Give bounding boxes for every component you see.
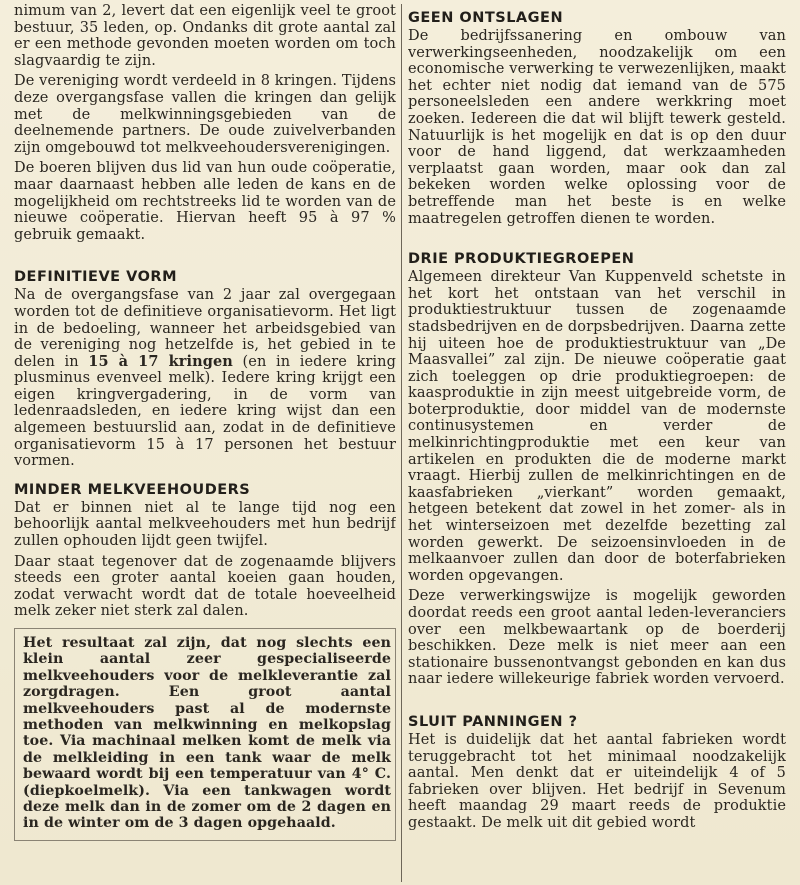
paragraph-drie-2: Deze verwerkingswijze is mogelijk geworden doordat reeds een groot aantal leden-leveranciers over een melkbewaartank op de boerderij beschikken. Deze melk is niet meer aan een stationaire bussenontvangst gebonden en kan dus naar iedere willekeurige fabriek worden vervoerd.: [408, 588, 786, 688]
paragraph-intro-1: nimum van 2, levert dat een eigenlijk veel te groot bestuur, 35 leden, op. Ondanks dit grote aantal zal er een methode gevonden moeten worden om toch slagvaardig te zijn.: [14, 3, 396, 69]
column-divider: [401, 4, 402, 882]
paragraph-minder-2: Daar staat tegenover dat de zogenaamde blijvers steeds een groter aantal koeien gaan houden, zodat verwacht wordt dat de totale hoeveelheid melk zeker niet sterk zal dalen.: [14, 553, 396, 620]
paragraph-minder-1: Dat er binnen niet al te lange tijd nog een behoorlijk aantal melkveehouders met hun bedrijf zullen ophouden lijdt geen twijfel.: [14, 499, 396, 550]
heading-drie-produktiegroepen: DRIE PRODUKTIEGROEPEN: [408, 251, 635, 268]
paragraph-intro-2: De vereniging wordt verdeeld in 8 kringen. Tijdens deze overgangsfase vallen die kringen dan gelijk met de melkwinningsgebieden van de deelnemende partners. De oude zuivelverbanden zijn omgebouwd tot melkveehoudersverenigingen.: [14, 73, 396, 156]
text-segment: (en in iedere kring plusminus evenveel melk). Iedere kring krijgt een eigen kringvergadering, in de vorm van ledenraadsleden, en iedere kring wijst dan een algemeen bestuurslid aan, zodat in de definitieve organisatievorm 15 à 17 personen het bestuur vormen.: [14, 353, 396, 470]
heading-minder-melkveehouders: MINDER MELKVEEHOUDERS: [14, 481, 251, 498]
heading-sluit-panningen: SLUIT PANNINGEN ?: [408, 713, 578, 730]
paragraph-intro-3: De boeren blijven dus lid van hun oude coöperatie, maar daarnaast hebben alle leden de kans en de mogelijkheid om rechtstreeks lid te worden van de nieuwe coöperatie. Hiervan heeft 95 à 97 % gebruik gemaakt.: [14, 160, 396, 243]
heading-definitieve-vorm: DEFINITIEVE VORM: [14, 269, 178, 286]
left-column: [14, 0, 396, 885]
emphasis-kringen: 15 à 17 kringen: [88, 352, 233, 370]
paragraph-drie-1: Algemeen direkteur Van Kuppenveld schetste in het kort het ontstaan van het verschil in produktiestruktuur tussen de zogenaamde stadsbedrijven en de dorpsbedrijven. Daarna zette hij uiteen hoe de produktiestruktuur van „De Maasvallei” zal zijn. De nieuwe coöperatie gaat zich toeleggen op drie produktiegroepen: de kaasproduktie in zijn meest uitgebreide vorm, de boterproduktie, door middel van de modernste continusystemen en verder de melkinrichtingproduktie met een keur van artikelen en produkten die de moderne markt vraagt. Hierbij zullen de melkinrichtingen en de kaasfabrieken „vierkant” worden gemaakt, hetgeen betekent dat zowel in het zomer- als in het winterseizoen met dezelfde bezetting zal worden gewerkt. De seizoensinvloeden in de melkaanvoer zullen dan door de boterfabrieken worden opgevangen.: [408, 269, 786, 584]
paragraph-geen-ontslagen: De bedrijfssanering en ombouw van verwerkingseenheden, noodzakelijk om een economische verwerking te verwezenlijken, maakt het echter niet nodig dat iemand van de 575 personeelsleden een andere werkkring moet zoeken. Iedereen die dat wil blijft tewerk gesteld. Natuurlijk is het mogelijk en dat is op den duur voor de hand liggend, dat werkzaamheden verplaatst gaan worden, maar ook dan zal bekeken worden welke oplossing voor de betreffende man het beste is en welke maatregelen getroffen dienen te worden.: [408, 28, 786, 227]
right-column: [408, 0, 786, 885]
paragraph-definitieve-vorm: [14, 287, 396, 470]
paragraph-sluit-panningen: Het is duidelijk dat het aantal fabrieken wordt teruggebracht tot het minimaal noodzakelijk aantal. Men denkt dat er uiteindelijk 4 of 5 fabrieken over blijven. Het bedrijf in Sevenum heeft maandag 29 maart reeds de produktie gestaakt. De melk uit dit gebied wordt: [408, 731, 786, 831]
highlight-box-text: Het resultaat zal zijn, dat nog slechts een klein aantal zeer gespecialiseerde melkveehouders voor de melkleverantie zal zorgdragen. Een groot aantal melkveehouders past al de modernste methoden van melkwinning en melkopslag toe. Via machinaal melken komt de melk via de melkleiding in een tank waar de melk bewaard wordt bij een temperatuur van 4° C. (diepkoelmelk). Via een tankwagen wordt deze melk dan in de zomer om de 2 dagen en in de winter om de 3 dagen opgehaald.: [23, 635, 391, 832]
text-segment: Na de overgangsfase van 2 jaar zal overgegaan worden tot de definitieve organisatievorm. Het ligt in de bedoeling, wanneer het arbeidsgebied van de vereniging nog hetzelfde is, het gebied in te delen in: [14, 287, 396, 370]
highlight-box: [14, 628, 396, 841]
heading-geen-ontslagen: GEEN ONTSLAGEN: [408, 10, 564, 26]
